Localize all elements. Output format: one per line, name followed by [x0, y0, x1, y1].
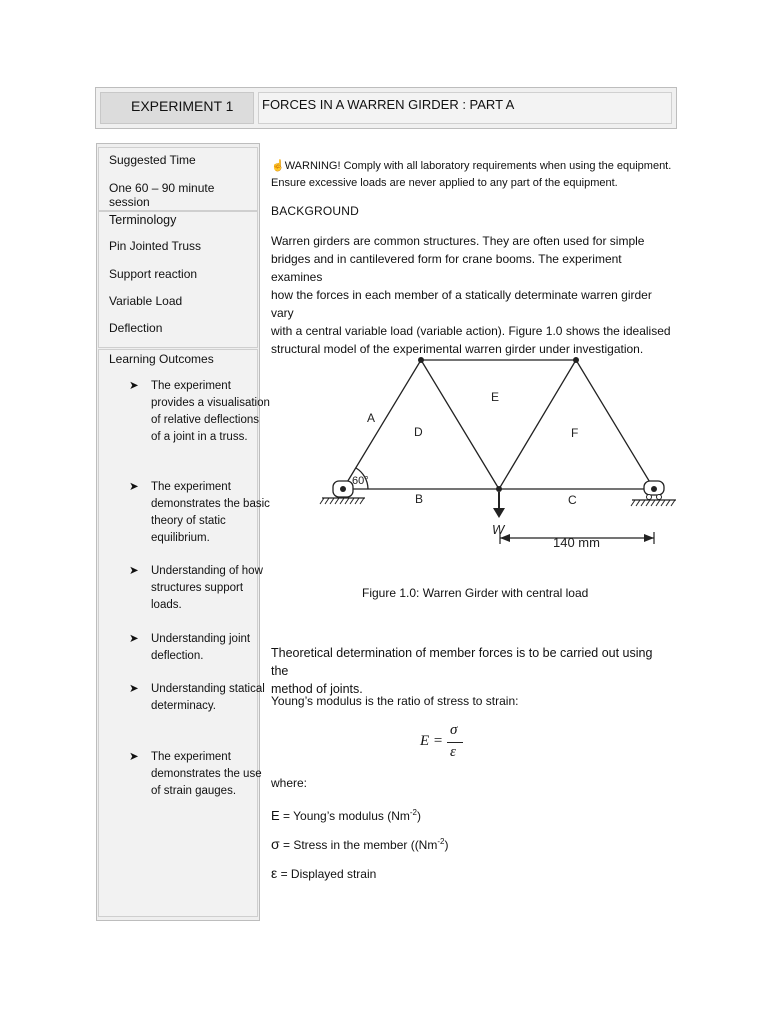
header-bar	[95, 87, 677, 129]
equation-lhs: E =	[420, 733, 444, 749]
theory-paragraph: Theoretical determination of member forces is to be carried out using the method of joints.	[271, 646, 653, 696]
term-item: Deflection	[109, 321, 163, 335]
arrow-bullet-icon: ➤	[129, 565, 139, 577]
term-item: Variable Load	[109, 294, 183, 308]
figure-caption: Figure 1.0: Warren Girder with central load	[362, 586, 589, 600]
angle-label: 60°	[352, 475, 369, 487]
experiment-label: EXPERIMENT 1	[131, 98, 234, 114]
member-label: F	[571, 426, 579, 440]
experiment-cell	[100, 92, 254, 124]
definition-row: ε = Displayed strain	[271, 865, 377, 881]
joint-node	[496, 486, 502, 492]
title-cell	[258, 92, 672, 124]
terminology-label: Terminology	[109, 213, 177, 227]
outcome-item: ➤ The experiment demonstrates the use of strain gauges.	[129, 751, 262, 797]
joint-node	[573, 357, 579, 363]
outcome-item: ➤ Understanding statical determinacy.	[129, 683, 265, 712]
member-label: D	[414, 425, 423, 439]
fraction-bar	[447, 742, 463, 743]
youngs-intro: Young’s modulus is the ratio of stress to strain:	[271, 694, 519, 708]
member-label: A	[367, 411, 376, 425]
warren-girder-diagram	[310, 350, 700, 565]
hand-icon: ☝	[271, 160, 285, 172]
arrow-bullet-icon: ➤	[129, 380, 139, 392]
warning-line: WARNING! Comply with all laboratory requirements when using the equipment.	[284, 160, 672, 172]
suggested-time-value: One 60 – 90 minute session	[109, 181, 215, 209]
suggested-time-label: Suggested Time	[109, 153, 196, 167]
member-line	[343, 360, 421, 489]
outcome-item: ➤ The experiment provides a visualisation of relative deflections of a joint in a truss.	[129, 380, 270, 443]
outcome-item: ➤ The experiment demonstrates the basic theory of static equilibrium.	[129, 481, 270, 544]
definition-row: σ = Stress in the member ($(Nm^{-2})$	[271, 836, 449, 852]
member-label: E	[491, 390, 500, 404]
background-paragraph: Warren girders are common structures. They are often used for simple bridges and in cantilevered form for crane booms. The experiment examines how the forces in each member of a statically determinate warren girder vary with a central variable load (variable action). Figure 1.0 shows the idealised structural model of the experimental warren girder under investigation.	[271, 234, 671, 356]
dimension-label: 140 mm	[553, 535, 600, 550]
warning-block	[271, 158, 691, 192]
arrow-bullet-icon: ➤	[129, 481, 139, 493]
page-title: FORCES IN A WARREN GIRDER : PART A	[262, 97, 515, 112]
warning-line: Ensure excessive loads are never applied to any part of the equipment.	[271, 177, 618, 189]
terminology-section	[98, 211, 258, 348]
background-heading: BACKGROUND	[271, 204, 360, 218]
outcome-item: ➤ Understanding joint deflection.	[129, 633, 251, 662]
arrow-bullet-icon: ➤	[129, 751, 139, 763]
member-label: C	[568, 493, 577, 507]
member-line	[576, 360, 654, 489]
definition-row: E = Young’s modulus $(Nm^{-2})$	[271, 808, 421, 823]
suggested-time-section	[98, 147, 258, 211]
roller-support-right	[631, 481, 676, 506]
sidebar	[96, 143, 270, 921]
where-label: where:	[271, 776, 308, 790]
member-label: B	[415, 492, 424, 506]
load-arrow	[493, 492, 505, 518]
equation-numerator: σ	[450, 722, 458, 738]
member-line	[421, 360, 499, 489]
outcome-item: ➤ Understanding of how structures support loads.	[129, 565, 263, 611]
equation-denominator: ε	[450, 744, 456, 760]
term-item: Support reaction	[109, 267, 198, 281]
member-line	[499, 360, 579, 489]
term-item: Pin Jointed Truss	[109, 239, 202, 253]
learning-outcomes-label: Learning Outcomes	[109, 352, 214, 366]
arrow-bullet-icon: ➤	[129, 683, 139, 695]
arrow-bullet-icon: ➤	[129, 633, 139, 645]
joint-node	[418, 357, 424, 363]
load-label: W	[492, 522, 505, 537]
